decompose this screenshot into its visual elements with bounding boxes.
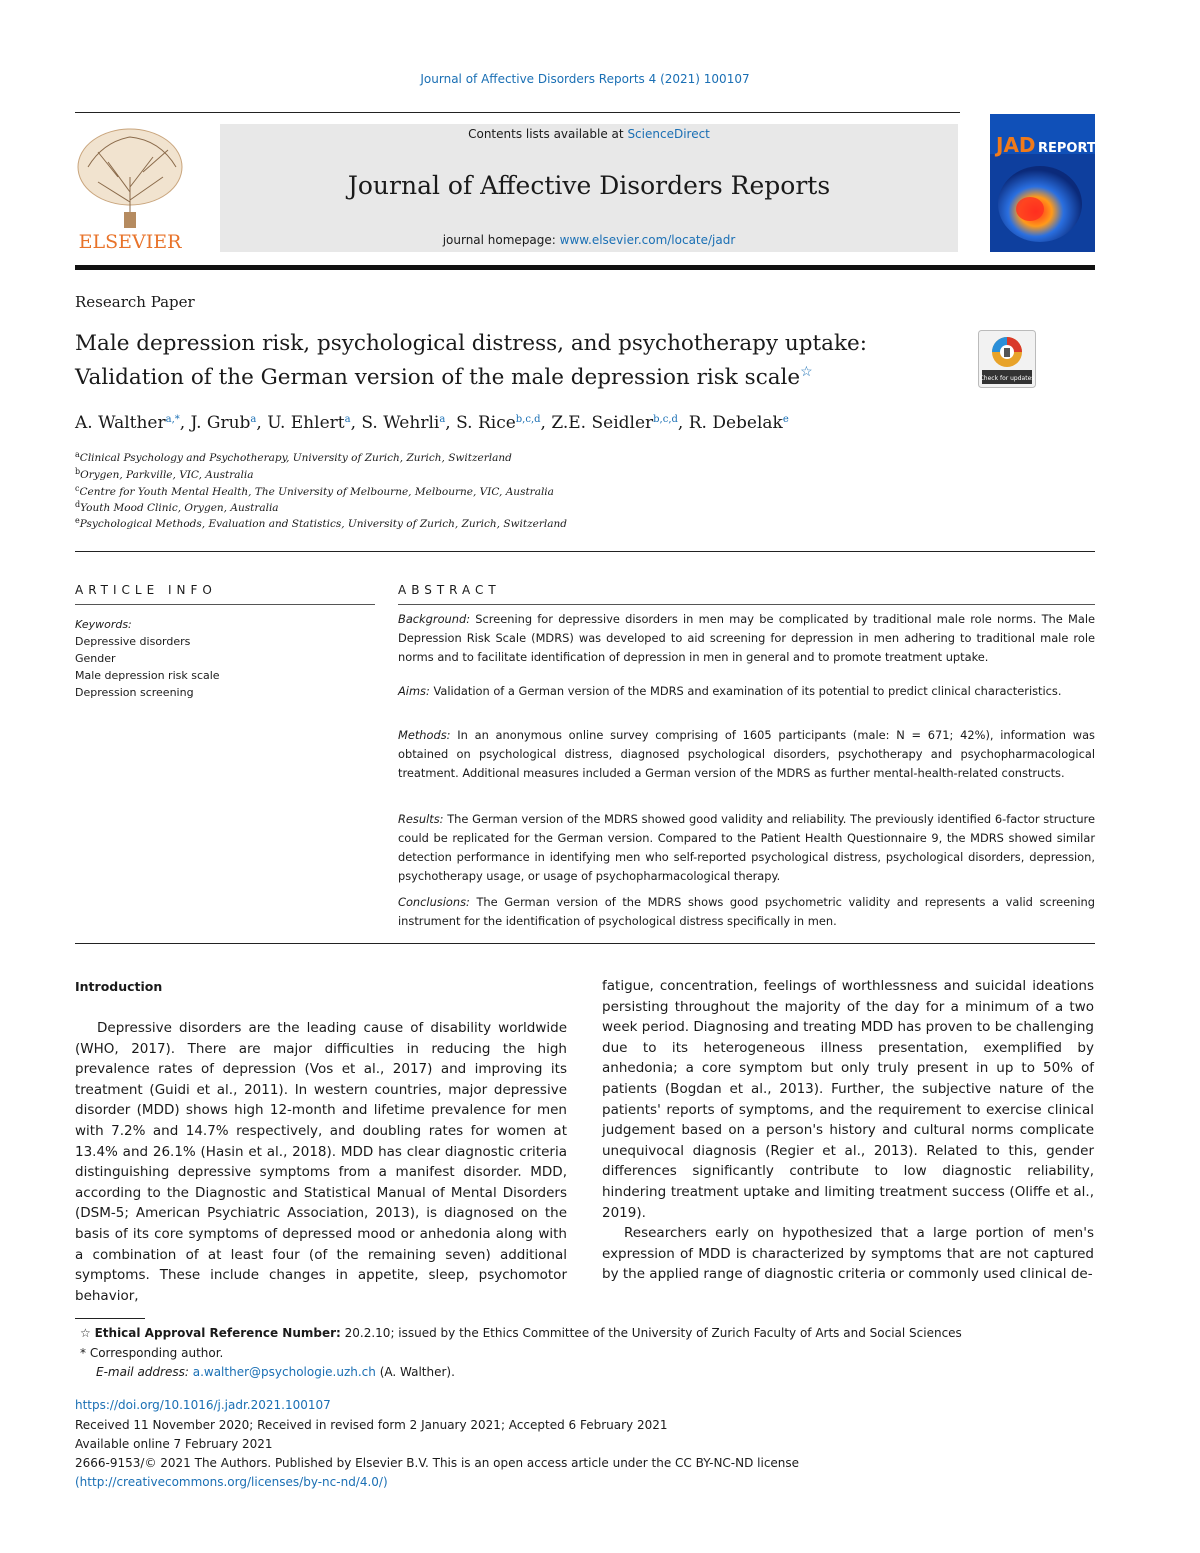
- author-name: Z.E. Seidler: [551, 413, 654, 433]
- header-rule: [75, 112, 960, 113]
- affiliation-item: [75, 484, 554, 498]
- body-column-2-paragraph-2: Researchers early on hypothesized that a large portion of men's expression of MDD is characterized by symptoms that are not captured by the applied range of diagnostic criteria or commonly used clinical de-: [602, 1225, 1094, 1283]
- journal-name: Journal of Affective Disorders Reports: [347, 171, 831, 200]
- affiliation-sup: d: [75, 500, 81, 509]
- journal-reference[interactable]: Journal of Affective Disorders Reports 4 (2021) 100107: [420, 72, 750, 86]
- abstract-heading: ABSTRACT: [398, 583, 501, 597]
- footnote-rule: [75, 1318, 145, 1319]
- abstract-section-text: In an anonymous online survey comprising of 1605 participants (male: N = 671; 42%), information was obtained on psychological distress, diagnosed psychological disorders, psychotherapy and psychopharmacological treatment. Additional measures included a German version of the MDRS as further mental-health-related constructs.: [398, 728, 1095, 780]
- keyword-item: Depression screening: [75, 686, 194, 699]
- affiliation-text: Centre for Youth Mental Health, The University of Melbourne, Melbourne, VIC, Australia: [79, 486, 554, 498]
- received-dates: Received 11 November 2020; Received in revised form 2 January 2021; Accepted 6 February 2021: [75, 1418, 668, 1432]
- abstract-bottom-rule: [75, 943, 1095, 944]
- abstract-rule: [398, 604, 1095, 605]
- author-name: J. Grub: [190, 413, 251, 433]
- author-list: A. Walther$^{a,*}$, J. Grub$^a$, U. Ehlert$^a$, S. Wehrli$^a$, S. Rice$^{b,c,d}$, Z.E. Seidler$^{b,c,d}$, R. Debelak$^e$: [75, 413, 789, 433]
- crossmark-label: Check for updates: [979, 375, 1035, 382]
- author-name: S. Wehrli: [361, 413, 440, 433]
- header-thick-rule: [75, 265, 1095, 270]
- author-affiliation-sup[interactable]: a,*: [165, 414, 180, 425]
- affiliation-text: Youth Mood Clinic, Orygen, Australia: [80, 502, 279, 514]
- abstract-section: [398, 893, 1095, 931]
- affiliation-sup: c: [75, 484, 80, 493]
- affiliation-item: [75, 500, 279, 514]
- body-column-1-paragraph: Depressive disorders are the leading cause of disability worldwide (WHO, 2017). There are major difficulties in reducing the high prevalence rates of depression (Vos et al., 2017) and improving its treatment (Guidi et al., 2011). In western countries, major depressive disorder (MDD) shows high 12-month and lifetime prevalence for men with 7.2% and 14.7% respectively, and doubling rates for women at 13.4% and 26.1% (Hasin et al., 2018). MDD has clear diagnostic criteria distinguishing depressive symptoms from a manifest disorder. MDD, according to the Diagnostic and Statistical Manual of Mental Disorders (DSM-5; American Psychiatric Association, 2013), is diagnosed on the basis of its core symptoms of depressed mood or anhedonia along with a combination of at least four (of the remaining seven) additional symptoms. These include changes in appetite, sleep, psychomotor behavior,: [75, 1020, 567, 1304]
- elsevier-logo[interactable]: [68, 122, 200, 254]
- affiliation-sup: b: [75, 467, 81, 476]
- abstract-section-label: Conclusions:: [398, 895, 470, 909]
- ethics-footnote: [80, 1326, 962, 1340]
- journal-cover[interactable]: [990, 114, 1106, 252]
- introduction-heading: Introduction: [75, 979, 163, 994]
- homepage-line: [220, 233, 958, 247]
- abstract-section-label: Aims:: [398, 684, 430, 698]
- author-name: U. Ehlert: [267, 413, 345, 433]
- article-info-rule: [75, 604, 375, 605]
- journal-cover-image: [990, 114, 1106, 252]
- copyright-line: 2666-9153/© 2021 The Authors. Published by Elsevier B.V. This is an open access article under the CC BY-NC-ND license: [75, 1456, 800, 1470]
- ethics-text: 20.2.10; issued by the Ethics Committee of the University of Zurich Faculty of Arts and Social Sciences: [340, 1326, 962, 1340]
- homepage-link[interactable]: www.elsevier.com/locate/jadr: [559, 233, 736, 247]
- abstract-section-label: Background:: [398, 612, 471, 626]
- abstract-section: [398, 682, 1095, 701]
- affiliation-text: Psychological Methods, Evaluation and Statistics, University of Zurich, Zurich, Switzerland: [79, 518, 567, 530]
- affiliation-text: Clinical Psychology and Psychotherapy, University of Zurich, Zurich, Switzerland: [79, 452, 512, 464]
- corresponding-author-footnote: [80, 1346, 223, 1360]
- abstract-section-text: Validation of a German version of the MDRS and examination of its potential to predict clinical characteristics.: [429, 684, 1062, 698]
- corresponding-text: Corresponding author.: [86, 1346, 224, 1360]
- abstract-section-text: The German version of the MDRS showed good validity and reliability. The previously identified 6-factor structure could be replicated for the German version. Compared to the Patient Health Questionnaire 9, the MDRS showed similar detection performance in identifying men who self-reported psychological distress, psychological disorders, depression, psychotherapy usage, or usage of psychopharmacological therapy.: [398, 812, 1095, 883]
- available-online: Available online 7 February 2021: [75, 1437, 273, 1451]
- body-column-2-paragraph-1: fatigue, concentration, feelings of worthlessness and suicidal ideations persisting throughout the majority of the day for a minimum of a two week period. Diagnosing and treating MDD has proven to be challenging due to its heterogeneous illness presentation, exemplified by anhedonia; a core symptom but only truly present in up to 50% of patients (Bogdan et al., 2013). Further, the subjective nature of the patients' reports of symptoms, and the requirement to exercise clinical judgement based on a person's history and cultural norms complicate unequivocal diagnosis (Regier et al., 2013). Related to this, gender differences significantly contribute to low diagnostic reliability, hindering treatment uptake and limiting treatment success (Oliffe et al., 2019).: [602, 978, 1094, 1221]
- keyword-item: Male depression risk scale: [75, 669, 220, 682]
- email-suffix: (A. Walther).: [375, 1365, 455, 1379]
- star-footnote-mark: ☆: [80, 1326, 91, 1340]
- abstract-section: [398, 610, 1095, 667]
- affiliation-item: [75, 467, 253, 481]
- email-footnote: [96, 1365, 455, 1379]
- affiliation-sup: a: [75, 450, 80, 459]
- license-link[interactable]: (http://creativecommons.org/licenses/by-nc-nd/4.0/): [75, 1475, 388, 1489]
- article-info-heading: ARTICLE INFO: [75, 583, 217, 597]
- abstract-section: [398, 726, 1095, 783]
- abstract-section: [398, 810, 1095, 886]
- affiliation-rule: [75, 551, 1095, 552]
- author-affiliation-sup[interactable]: a: [250, 414, 257, 425]
- author-name: A. Walther: [75, 413, 166, 433]
- elsevier-tree-icon: [68, 122, 200, 254]
- abstract-section-text: Screening for depressive disorders in men may be complicated by traditional male role norms. The Male Depression Risk Scale (MDRS) was developed to aid screening for depression in men adhering to traditional male role norms and to facilitate identification of depression in men in general and to promote treatment uptake.: [398, 612, 1095, 664]
- affiliation-item: [75, 516, 567, 530]
- affiliation-sup: e: [75, 516, 80, 525]
- article-type: Research Paper: [75, 293, 195, 311]
- homepage-prefix: journal homepage:: [442, 233, 560, 247]
- abstract-section-label: Results:: [398, 812, 444, 826]
- author-affiliation-sup[interactable]: a: [344, 414, 351, 425]
- crossmark-icon: [978, 330, 1036, 388]
- title-line-2: Validation of the German version of the male depression risk scale: [75, 365, 801, 391]
- ethics-label: Ethical Approval Reference Number:: [94, 1326, 341, 1340]
- affiliation-item: [75, 450, 512, 464]
- keyword-item: Depressive disorders: [75, 635, 191, 648]
- title-line-1: Male depression risk, psychological distress, and psychotherapy uptake:: [75, 331, 867, 356]
- title-footnote-star[interactable]: ☆: [800, 364, 813, 380]
- contents-prefix: Contents lists available at: [468, 127, 628, 141]
- doi-link[interactable]: https://doi.org/10.1016/j.jadr.2021.100107: [75, 1398, 331, 1412]
- sciencedirect-link[interactable]: ScienceDirect: [627, 127, 710, 141]
- author-affiliation-sup[interactable]: e: [782, 414, 789, 425]
- email-link[interactable]: a.walther@psychologie.uzh.ch: [192, 1365, 376, 1379]
- email-label: E-mail address:: [96, 1365, 189, 1379]
- abstract-section-label: Methods:: [398, 728, 451, 742]
- abstract-section-text: The German version of the MDRS shows good psychometric validity and represents a valid screening instrument for the identification of psychological distress specifically in men.: [398, 895, 1095, 928]
- author-name: R. Debelak: [688, 413, 783, 433]
- affiliation-text: Orygen, Parkville, VIC, Australia: [80, 469, 254, 481]
- keyword-item: Gender: [75, 652, 116, 665]
- elsevier-wordmark: ELSEVIER: [78, 231, 182, 253]
- cover-letters: JAD: [996, 133, 1036, 157]
- article-title: [75, 329, 955, 392]
- keywords-label: Keywords:: [75, 618, 132, 631]
- author-affiliation-sup[interactable]: b,c,d: [653, 414, 678, 425]
- corresponding-mark: *: [80, 1346, 86, 1360]
- author-affiliation-sup[interactable]: b,c,d: [515, 414, 541, 425]
- cover-title: REPORTS: [1038, 141, 1106, 156]
- contents-line: [220, 127, 958, 141]
- author-affiliation-sup[interactable]: a: [439, 414, 446, 425]
- check-for-updates-button[interactable]: [978, 330, 1036, 388]
- author-name: S. Rice: [456, 413, 516, 433]
